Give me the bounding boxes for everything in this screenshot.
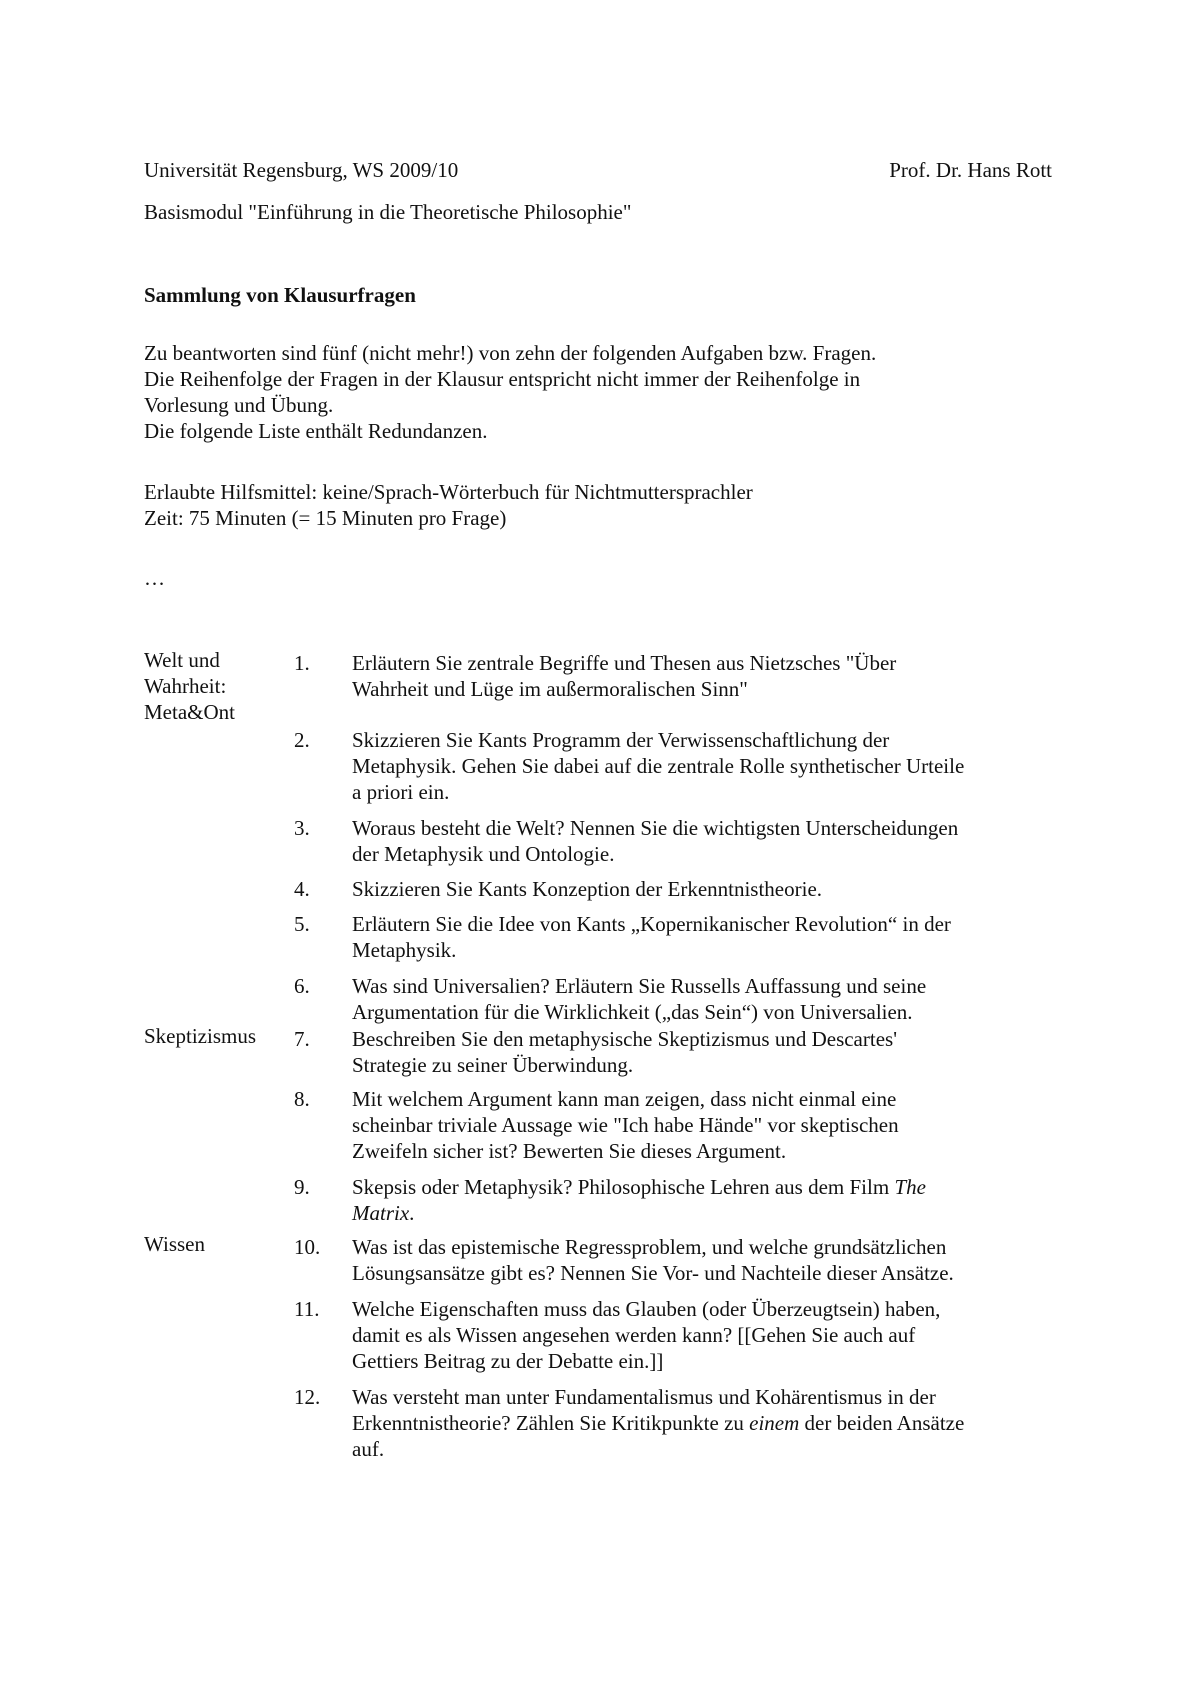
category-welt-und-wahrheit — [144, 647, 284, 725]
question-line: Lösungsansätze gibt es? Nennen Sie Vor- und Nachteile dieser Ansätze. — [352, 1261, 954, 1285]
question-line: Erläutern Sie zentrale Begriffe und Thesen aus Nietzsches "Über — [352, 651, 897, 675]
question-line: a priori ein. — [352, 780, 450, 804]
question-number: 12. — [294, 1385, 321, 1409]
question-line: Woraus besteht die Welt? Nennen Sie die wichtigsten Unterscheidungen — [352, 816, 959, 840]
question-line-text: . — [409, 1201, 415, 1225]
question-text — [352, 727, 1064, 805]
question-line-text: Skepsis oder Metaphysik? Philosophische Lehren aus dem Film — [352, 1175, 895, 1199]
question-line — [352, 1410, 1064, 1436]
question-line: damit es als Wissen angesehen werden kann? [[Gehen Sie auch auf — [352, 1323, 916, 1347]
question-number: 11. — [294, 1297, 320, 1321]
question-number: 4. — [294, 877, 310, 901]
question-text — [352, 815, 1064, 867]
question-line: der Metaphysik und Ontologie. — [352, 842, 615, 866]
category-skeptizismus: Skeptizismus — [144, 1024, 257, 1048]
question-line: Erläutern Sie die Idee von Kants „Kopernikanischer Revolution“ in der — [352, 912, 951, 936]
question-line: Was versteht man unter Fundamentalismus und Kohärentismus in der — [352, 1385, 936, 1409]
question-number: 9. — [294, 1175, 310, 1199]
question-number: 3. — [294, 816, 310, 840]
question-number: 10. — [294, 1235, 321, 1259]
question-line: Was sind Universalien? Erläutern Sie Russells Auffassung und seine — [352, 974, 927, 998]
question-line: Skizzieren Sie Kants Programm der Verwissenschaftlichung der — [352, 728, 890, 752]
question-text — [352, 1086, 1064, 1164]
question-line: Mit welchem Argument kann man zeigen, dass nicht einmal eine — [352, 1087, 897, 1111]
question-line: scheinbar triviale Aussage wie "Ich habe Hände" vor skeptischen — [352, 1113, 899, 1137]
question-text — [352, 1384, 1064, 1462]
question-line: Gettiers Beitrag zu der Debatte ein.]] — [352, 1349, 664, 1373]
question-line: Strategie zu seiner Überwindung. — [352, 1053, 634, 1077]
question-number: 5. — [294, 912, 310, 936]
question-text — [352, 650, 1064, 702]
question-number: 7. — [294, 1027, 310, 1051]
allowed-aids: Erlaubte Hilfsmittel: keine/Sprach-Wörterbuch für Nichtmuttersprachler — [144, 480, 753, 504]
question-number: 8. — [294, 1087, 310, 1111]
question-line: Metaphysik. Gehen Sie dabei auf die zentrale Rolle synthetischer Urteile — [352, 754, 965, 778]
professor-name: Prof. Dr. Hans Rott — [889, 158, 1052, 182]
category-wissen: Wissen — [144, 1232, 205, 1256]
question-text — [352, 1296, 1064, 1374]
question-text — [352, 911, 1064, 963]
instructions — [144, 340, 1044, 444]
question-line: Was ist das epistemische Regressproblem, und welche grundsätzlichen — [352, 1235, 947, 1259]
question-line: Metaphysik. — [352, 938, 457, 962]
question-line-text: Erkenntnistheorie? Zählen Sie Kritikpunkte zu — [352, 1411, 750, 1435]
instruction-line: Die folgende Liste enthält Redundanzen. — [144, 419, 488, 443]
question-number: 1. — [294, 651, 310, 675]
question-text — [352, 973, 1064, 1025]
question-line: Beschreiben Sie den metaphysische Skeptizismus und Descartes' — [352, 1027, 897, 1051]
question-text — [352, 1026, 1064, 1078]
question-line — [352, 1200, 1064, 1226]
category-line: Wahrheit: — [144, 674, 227, 698]
question-line: Zweifeln sicher ist? Bewerten Sie dieses Argument. — [352, 1139, 787, 1163]
question-text — [352, 876, 1064, 902]
question-line: Argumentation für die Wirklichkeit („das Sein“) von Universalien. — [352, 1000, 913, 1024]
question-line: Welche Eigenschaften muss das Glauben (oder Überzeugtsein) haben, — [352, 1297, 941, 1321]
question-line — [352, 1174, 1064, 1200]
emphasized-word: einem — [749, 1411, 800, 1435]
category-line: Meta&Ont — [144, 700, 235, 724]
question-number: 2. — [294, 728, 310, 752]
exam-time: Zeit: 75 Minuten (= 15 Minuten pro Frage) — [144, 506, 507, 530]
instruction-line: Die Reihenfolge der Fragen in der Klausur entspricht nicht immer der Reihenfolge in — [144, 367, 861, 391]
question-line: Skizzieren Sie Kants Konzeption der Erkenntnistheorie. — [352, 877, 823, 901]
film-title-part: The — [894, 1175, 926, 1199]
film-title-part: Matrix — [352, 1201, 410, 1225]
question-text — [352, 1234, 1064, 1286]
category-line: Welt und — [144, 648, 220, 672]
question-line: auf. — [352, 1437, 385, 1461]
question-text — [352, 1174, 1064, 1226]
ellipsis: … — [144, 566, 165, 590]
header — [144, 157, 1052, 187]
instruction-line: Zu beantworten sind fünf (nicht mehr!) von zehn der folgenden Aufgaben bzw. Fragen. — [144, 341, 877, 365]
page-title: Sammlung von Klausurfragen — [144, 283, 416, 307]
university-semester: Universität Regensburg, WS 2009/10 — [144, 158, 459, 182]
question-line-text: der beiden Ansätze — [799, 1411, 965, 1435]
instruction-line: Vorlesung und Übung. — [144, 393, 334, 417]
question-number: 6. — [294, 974, 310, 998]
module-title: Basismodul "Einführung in die Theoretische Philosophie" — [144, 200, 632, 224]
exam-conditions — [144, 479, 1044, 531]
question-line: Wahrheit und Lüge im außermoralischen Sinn" — [352, 677, 748, 701]
